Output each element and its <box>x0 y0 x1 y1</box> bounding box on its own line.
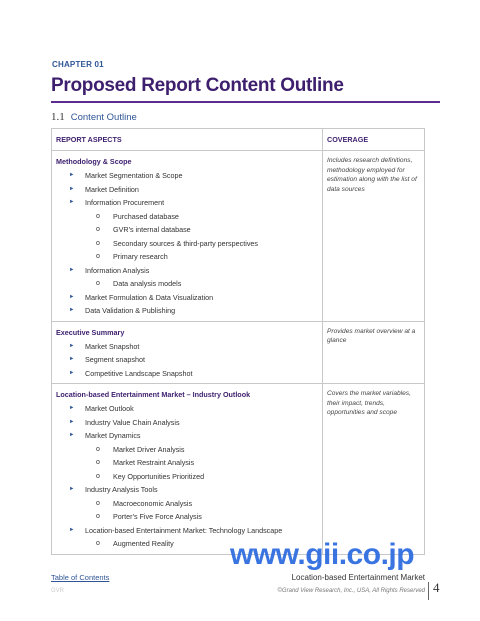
list-item-label: Segment snapshot <box>85 355 145 364</box>
list-item <box>56 443 318 457</box>
list-item-label: Secondary sources & third-party perspectives <box>113 238 259 248</box>
arrow-bullet-icon: ► <box>69 266 75 273</box>
list-item <box>56 291 318 305</box>
list-item-label: Augmented Reality <box>113 539 174 548</box>
column-header-aspects: REPORT ASPECTS <box>52 129 323 151</box>
page-number: 4 <box>433 580 440 595</box>
list-item <box>56 340 318 354</box>
arrow-bullet-icon: ► <box>69 293 75 300</box>
list-item-label: Competitive Landscape Snapshot <box>85 368 193 378</box>
arrow-bullet-icon: ► <box>69 342 75 349</box>
list-item-label: Industry Analysis Tools <box>85 485 158 494</box>
aspect-title: Methodology & Scope <box>56 157 132 166</box>
table-row <box>52 384 425 555</box>
arrow-bullet-icon: ► <box>69 486 75 492</box>
list-item <box>56 497 318 511</box>
list-item-label: Market Definition <box>85 184 139 194</box>
list-item-label: Market Driver Analysis <box>113 444 185 454</box>
list-item <box>56 304 318 318</box>
list-item <box>56 429 318 443</box>
list-item <box>56 470 318 484</box>
circle-bullet-icon: o <box>96 253 100 260</box>
circle-bullet-icon: o <box>96 472 100 480</box>
list-item <box>56 367 318 381</box>
circle-bullet-icon: o <box>96 226 100 233</box>
arrow-bullet-icon: ► <box>69 199 75 205</box>
list-item <box>56 237 318 251</box>
list-item <box>56 416 318 430</box>
circle-bullet-icon: o <box>96 280 100 287</box>
list-item-label: Market Snapshot <box>85 341 140 351</box>
coverage-cell: Provides market overview at a glance <box>323 321 425 384</box>
list-item <box>56 223 318 237</box>
footer-divider <box>428 582 429 600</box>
list-item <box>56 402 318 416</box>
circle-bullet-icon: o <box>96 212 100 220</box>
circle-bullet-icon: o <box>96 239 100 247</box>
list-item <box>56 183 318 197</box>
list-item <box>56 483 318 497</box>
list-item-label: Porter's Five Force Analysis <box>113 512 202 521</box>
aspect-cell <box>52 151 323 322</box>
chapter-label: CHAPTER 01 <box>52 60 104 69</box>
arrow-bullet-icon: ► <box>69 526 75 533</box>
circle-bullet-icon: o <box>96 445 100 453</box>
aspect-cell <box>52 384 323 555</box>
circle-bullet-icon: o <box>96 513 100 520</box>
arrow-bullet-icon: ► <box>69 356 75 362</box>
page-title: Proposed Report Content Outline <box>51 75 344 96</box>
list-item-label: Macroeconomic Analysis <box>113 498 193 508</box>
table-of-contents-link[interactable]: Table of Contents <box>51 573 110 582</box>
list-item-label: Industry Value Chain Analysis <box>85 417 180 427</box>
list-item <box>56 196 318 210</box>
aspect-cell <box>52 321 323 384</box>
arrow-bullet-icon: ► <box>69 369 75 376</box>
table-row <box>52 151 425 322</box>
arrow-bullet-icon: ► <box>69 172 75 178</box>
column-header-coverage: COVERAGE <box>323 129 425 151</box>
coverage-cell: Covers the market variables, their impact, trends, opportunities and scope <box>323 384 425 555</box>
copyright-notice: ©Grand View Research, Inc., USA, All Rights Reserved <box>277 588 425 594</box>
section-number: 1.1 <box>51 111 65 123</box>
list-item-label: Market Restraint Analysis <box>113 458 195 467</box>
list-item-label: Purchased database <box>113 211 179 221</box>
list-item-label: Market Dynamics <box>85 431 141 440</box>
list-item-label: GVR's internal database <box>113 225 191 234</box>
list-item <box>56 353 318 367</box>
list-item-label: Primary research <box>113 252 168 261</box>
list-item-label: Market Outlook <box>85 404 134 413</box>
list-item <box>56 210 318 224</box>
list-item <box>56 456 318 470</box>
list-item <box>56 250 318 264</box>
section-title: Content Outline <box>70 112 137 123</box>
list-item-label: Data analysis models <box>113 279 182 288</box>
list-item <box>56 169 318 183</box>
list-item-label: Data Validation & Publishing <box>85 306 176 315</box>
coverage-cell: Includes research definitions, methodology employed for estimation along with the list of data sources <box>323 151 425 322</box>
arrow-bullet-icon: ► <box>69 185 75 192</box>
arrow-bullet-icon: ► <box>69 432 75 438</box>
list-item <box>56 524 318 538</box>
outline-table <box>51 128 425 555</box>
table-row <box>52 321 425 384</box>
list-item <box>56 277 318 291</box>
list-item <box>56 264 318 278</box>
circle-bullet-icon: o <box>96 540 100 547</box>
arrow-bullet-icon: ► <box>69 405 75 411</box>
list-item-label: Key Opportunities Prioritized <box>113 471 205 481</box>
arrow-bullet-icon: ► <box>69 307 75 313</box>
aspect-title: Executive Summary <box>56 327 125 337</box>
aspect-title: Location-based Entertainment Market – Industry Outlook <box>56 390 251 399</box>
list-item-label: Information Procurement <box>85 198 165 207</box>
circle-bullet-icon: o <box>96 499 100 507</box>
list-item <box>56 510 318 524</box>
title-divider <box>51 101 440 103</box>
table-header-row <box>52 129 425 151</box>
list-item-label: Location-based Entertainment Market: Technology Landscape <box>85 525 283 535</box>
list-item-label: Market Segmentation & Scope <box>85 171 183 180</box>
report-code: GVR <box>51 588 65 594</box>
list-item-label: Market Formulation & Data Visualization <box>85 292 214 302</box>
arrow-bullet-icon: ► <box>69 418 75 425</box>
circle-bullet-icon: o <box>96 459 100 466</box>
watermark-url: www.gii.co.jp <box>230 538 415 571</box>
list-item-label: Information Analysis <box>85 265 150 275</box>
footer-report-title: Location-based Entertainment Market <box>291 573 425 582</box>
section-heading <box>51 111 137 123</box>
